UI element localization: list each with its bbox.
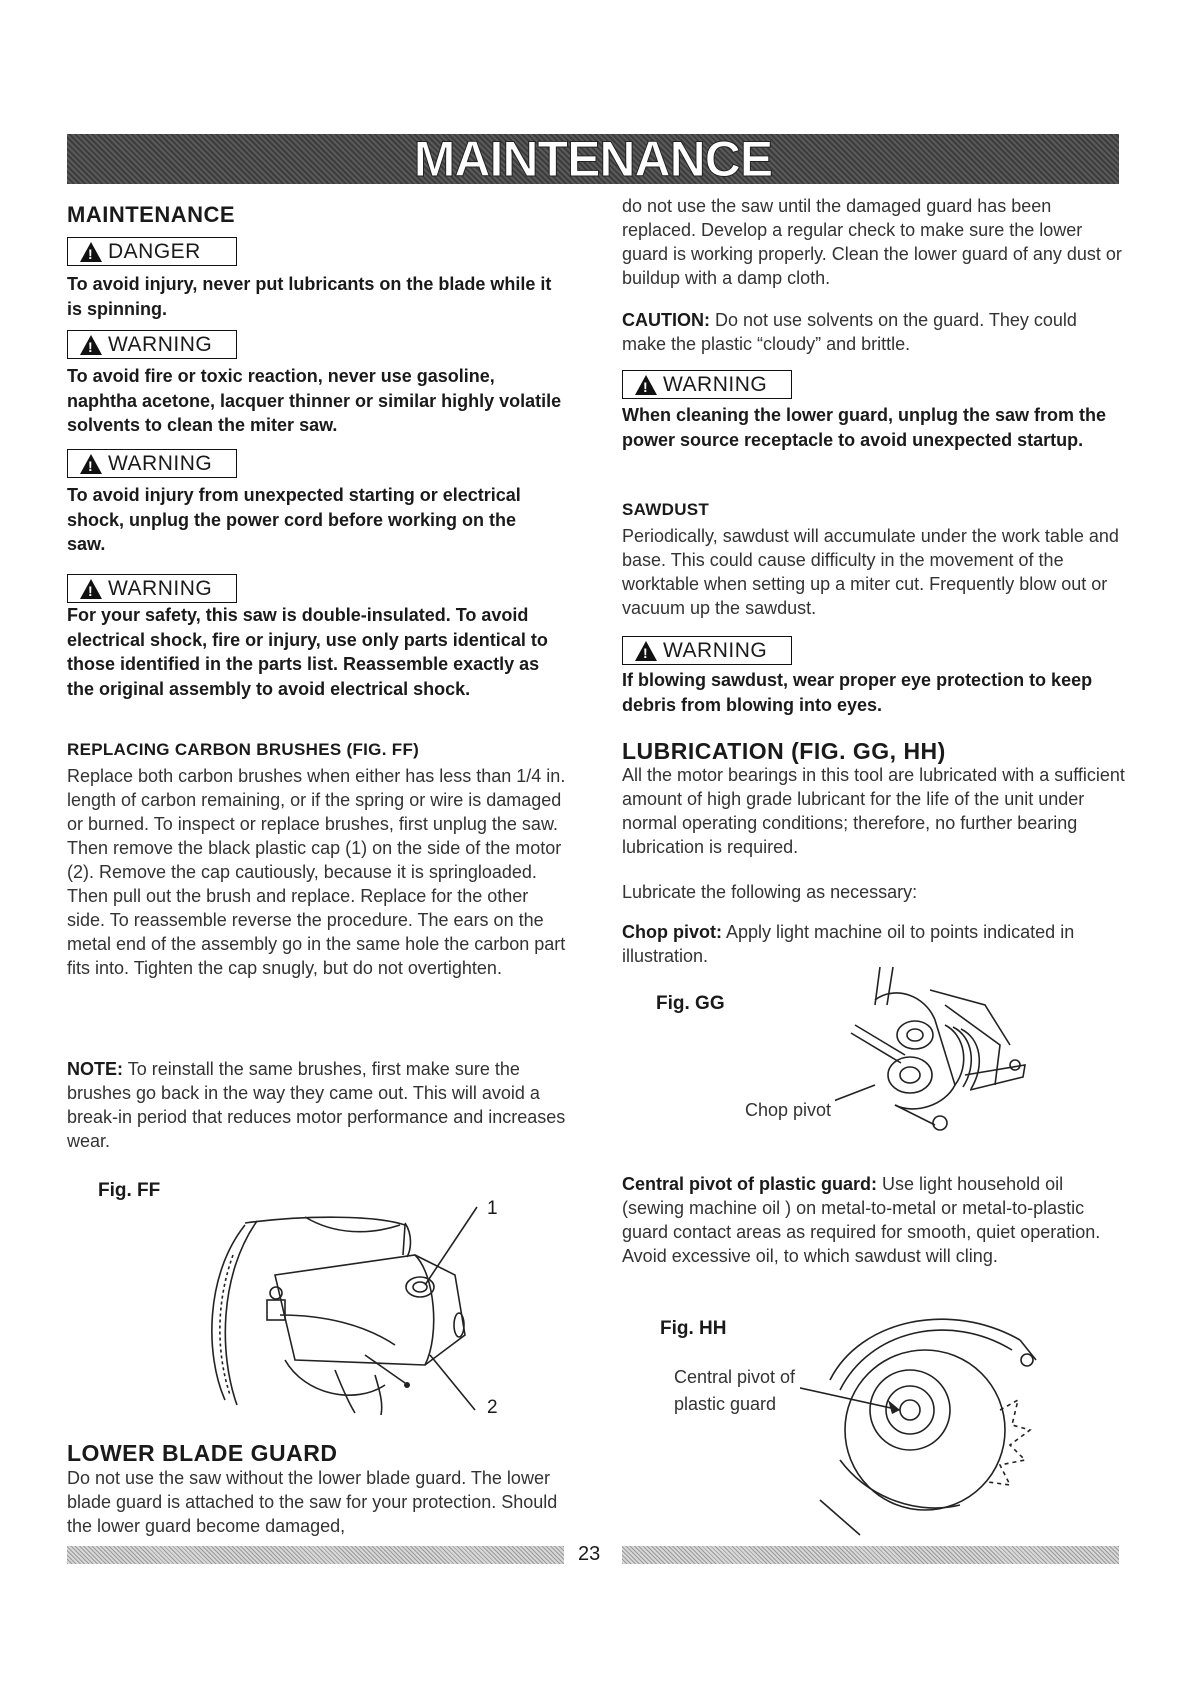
- fig-gg-label: Fig. GG: [656, 993, 725, 1014]
- warning-label-box-5: [622, 636, 792, 665]
- fig-ff-label: Fig. FF: [98, 1180, 161, 1201]
- fig-ff-illustration: [185, 1195, 515, 1420]
- chop-pivot-text: Apply light machine oil to points indicated in illustration.: [622, 922, 1075, 966]
- lower-blade-guard-heading: LOWER BLADE GUARD: [67, 1440, 338, 1466]
- warning-label: WARNING: [108, 576, 213, 600]
- warning-label: WARNING: [663, 372, 768, 396]
- warning-text-3: For your safety, this saw is double-insulated. To avoid electrical shock, fire or injury, use only parts identical to those identified in the parts list. Reassemble exactly as the original assembly to avoid electrical shock.: [67, 605, 548, 699]
- fig-hh-illustration: [800, 1300, 1050, 1540]
- sawdust-heading: SAWDUST: [622, 500, 710, 519]
- warning-text-5: If blowing sawdust, wear proper eye protection to keep debris from blowing into eyes.: [622, 670, 1093, 715]
- warning-label-box-1: [67, 330, 237, 359]
- guard-continued-text: do not use the saw until the damaged guard has been replaced. Develop a regular check to make sure the lower guard is working properly. Clean the lower guard of any dust or buildup with a damp cloth.: [622, 196, 1122, 288]
- page-banner: [67, 131, 1119, 187]
- footer-bar-right: [622, 1546, 1119, 1564]
- warning-triangle-icon: [635, 375, 657, 395]
- warning-label: WARNING: [108, 332, 213, 356]
- warning-triangle-icon: [635, 641, 657, 661]
- fig-hh-label: Fig. HH: [660, 1318, 727, 1339]
- note-label: NOTE:: [67, 1059, 123, 1079]
- lubrication-heading: LUBRICATION (FIG. GG, HH): [622, 738, 946, 764]
- chop-pivot-label: Chop pivot:: [622, 922, 722, 942]
- warning-label: WARNING: [663, 638, 768, 662]
- sawdust-text: Periodically, sawdust will accumulate under the work table and base. This could cause difficulty in the movement of the worktable when setting up a miter cut. Frequently blow out or vacuum up the sawdust.: [622, 526, 1119, 618]
- danger-label-box: [67, 237, 237, 266]
- brushes-heading: REPLACING CARBON BRUSHES (FIG. FF): [67, 740, 420, 759]
- lubrication-intro: Lubricate the following as necessary:: [622, 882, 918, 902]
- note-text: To reinstall the same brushes, first make sure the brushes go back in the way they came out. This will avoid a break-in period that reduces motor performance and increases wear.: [67, 1059, 566, 1151]
- fig-gg-illustration: [835, 965, 1035, 1135]
- warning-label-box-4: [622, 370, 792, 399]
- warning-label-box-3: [67, 574, 237, 603]
- fig-hh-callout-line-1: Central pivot of: [674, 1367, 796, 1387]
- fig-ff-callout-2: 2: [487, 1397, 498, 1418]
- warning-triangle-icon: [80, 454, 102, 474]
- chop-pivot-paragraph: [622, 920, 1127, 968]
- central-pivot-paragraph: [622, 1172, 1127, 1268]
- central-pivot-text: Use light household oil (sewing machine oil ) on metal-to-metal or metal-to-plastic guard contact areas as required for smooth, quiet operation. Avoid excessive oil, to which sawdust will cling.: [622, 1174, 1101, 1266]
- danger-label: DANGER: [108, 239, 201, 263]
- brushes-text: Replace both carbon brushes when either has less than 1/4 in. length of carbon remaining, or if the spring or wire is damaged or burned. To inspect or replace brushes, first unplug the saw. Then remove the black plastic cap (1) on the side of the motor (2). Remove the cap cautiously, because it is springloaded. Then pull out the brush and replace. Replace for the other side. To reassemble reverse the procedure. The ears on the metal end of the assembly go in the same hole the carbon part fits into. Tighten the cap snugly, but do not overtighten.: [67, 766, 566, 978]
- warning-text-2: To avoid injury from unexpected starting or electrical shock, unplug the power cord before working on the saw.: [67, 485, 521, 554]
- danger-text: To avoid injury, never put lubricants on the blade while it is spinning.: [67, 274, 552, 319]
- warning-text-4: When cleaning the lower guard, unplug the saw from the power source receptacle to avoid unexpected startup.: [622, 405, 1107, 450]
- footer-bar-left: [67, 1546, 564, 1564]
- fig-ff-callout-1: 1: [487, 1198, 498, 1219]
- warning-text-1: To avoid fire or toxic reaction, never use gasoline, naphtha acetone, lacquer thinner or similar highly volatile solvents to clean the miter saw.: [67, 366, 562, 435]
- caution-paragraph: [622, 308, 1122, 356]
- lower-blade-guard-text: Do not use the saw without the lower blade guard. The lower blade guard is attached to the saw for your protection. Should the lower guard become damaged,: [67, 1468, 558, 1536]
- banner-title: MAINTENANCE: [413, 131, 773, 187]
- page-number: 23: [578, 1543, 601, 1565]
- central-pivot-label: Central pivot of plastic guard:: [622, 1174, 878, 1194]
- warning-triangle-icon: [80, 335, 102, 355]
- warning-triangle-icon: [80, 242, 102, 262]
- note-paragraph: [67, 1057, 569, 1153]
- caution-label: CAUTION:: [622, 310, 710, 330]
- warning-triangle-icon: [80, 579, 102, 599]
- warning-label: WARNING: [108, 451, 213, 475]
- caution-text: Do not use solvents on the guard. They could make the plastic “cloudy” and brittle.: [622, 310, 1077, 354]
- lubrication-text: All the motor bearings in this tool are lubricated with a sufficient amount of high grade lubricant for the life of the unit under normal operating conditions; therefore, no further bearing lubrication is required.: [622, 765, 1125, 857]
- warning-label-box-2: [67, 449, 237, 478]
- fig-hh-callout-line-2: plastic guard: [674, 1394, 777, 1414]
- fig-gg-callout: Chop pivot: [745, 1100, 832, 1120]
- section-heading-maintenance: MAINTENANCE: [67, 202, 236, 227]
